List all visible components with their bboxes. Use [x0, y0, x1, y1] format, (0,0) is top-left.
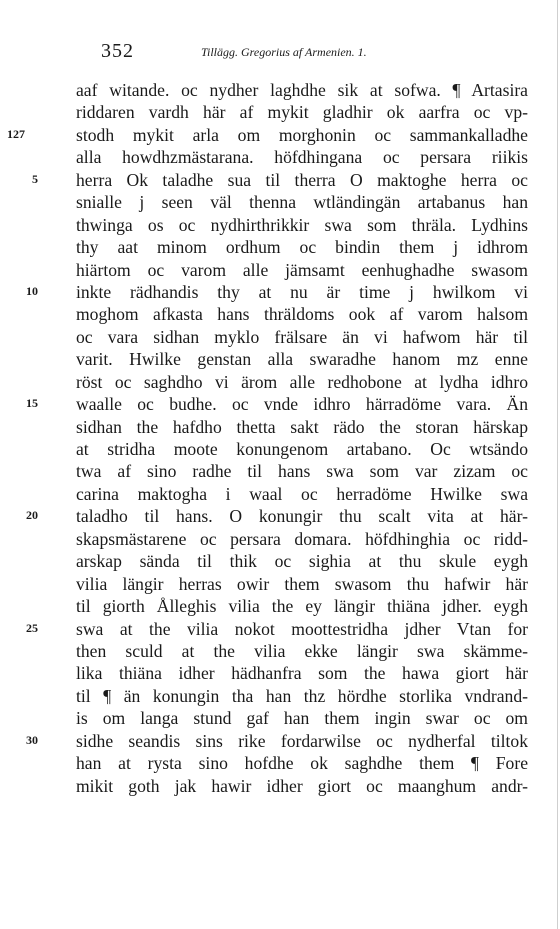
line-number: 30	[26, 732, 38, 747]
running-head-title: Tillägg. Gregorius af Armenien. 1.	[201, 45, 367, 59]
text-line	[0, 730, 560, 752]
line-text: snialle j seen väl thenna wtländingän artabanus han	[76, 192, 528, 213]
text-line	[0, 191, 560, 213]
text-line	[0, 528, 560, 550]
line-text: thwinga os oc nydhirthrikkir swa som thräla. Lydhins	[76, 214, 528, 235]
text-line	[0, 640, 560, 662]
line-text: stodh mykit arla om morghonin oc sammankalladhe	[76, 124, 528, 145]
text-line	[0, 573, 560, 595]
text-line	[0, 281, 560, 303]
line-number: 25	[26, 620, 38, 635]
line-text: inkte rädhandis thy at nu är time j hwilkom vi	[76, 281, 528, 302]
text-line	[0, 259, 560, 281]
text-line	[0, 707, 560, 729]
line-text: thy aat minom ordhum oc bindin them j idhrom	[76, 237, 528, 258]
line-text: is om langa stund gaf han them ingin swar oc om	[76, 708, 528, 729]
line-text: arskap sända til thik oc sighia at thu skule eygh	[76, 551, 528, 572]
line-text: lika thiäna idher hädhanfra som the hawa giort här	[76, 663, 528, 684]
line-text: varit. Hwilke genstan alla swaradhe hanom mz enne	[76, 349, 528, 370]
line-text: at stridha moote konungenom artabano. Oc wtsändo	[76, 439, 528, 459]
text-line	[0, 169, 560, 191]
line-text: oc vara sidhan myklo frälsare än vi hafwom här til	[76, 326, 528, 347]
line-number: 5	[32, 171, 38, 186]
line-text: til giorth Ålleghis vilia the ey längir thiäna jdher. eygh	[76, 596, 528, 617]
line-text: moghom afkasta hans thräldoms ook af varom halsom	[76, 304, 528, 325]
text-line	[0, 326, 560, 348]
text-line	[0, 618, 560, 640]
text-line	[0, 146, 560, 168]
line-text: alla howdhzmästarana. höfdhingana oc persara riikis	[76, 147, 528, 168]
line-text: mikit goth jak hawir idher giort oc maanghum andr-	[76, 775, 528, 796]
line-text: sidhan the hafdho thetta sakt rädo the storan härskap	[76, 416, 528, 437]
running-head	[0, 40, 560, 64]
line-text: aaf witande. oc nydher laghdhe sik at sofwa. ¶ Artasira	[76, 80, 528, 100]
text-line	[0, 79, 560, 101]
line-number: 10	[26, 283, 38, 298]
text-line	[0, 236, 560, 258]
line-text: then sculd at the vilia ekke längir swa skämme-	[76, 640, 528, 661]
text-line	[0, 483, 560, 505]
text-line	[0, 214, 560, 236]
line-text: til ¶ än konungin tha han thz hördhe storlika vndrand-	[76, 685, 528, 706]
text-line	[0, 460, 560, 482]
line-text: taladho til hans. O konungir thu scalt vita at här-	[76, 506, 528, 527]
line-text: swa at the vilia nokot moottestridha jdher Vtan for	[76, 618, 528, 639]
text-line	[0, 752, 560, 774]
line-text: han at rysta sino hofdhe ok saghdhe them ¶ Fore	[76, 753, 528, 774]
page-number: 352	[101, 40, 134, 62]
text-line	[0, 595, 560, 617]
line-text: sidhe seandis sins rike fordarwilse oc nydherfal tiltok	[76, 730, 528, 751]
line-text: twa af sino radhe til hans swa som var zizam oc	[76, 461, 528, 482]
line-number: 20	[26, 508, 38, 523]
text-line	[0, 416, 560, 438]
text-line	[0, 348, 560, 370]
line-text: riddaren vardh här af mykit gladhir ok aarfra oc vp-	[76, 102, 528, 123]
text-line	[0, 775, 560, 797]
text-line	[0, 438, 560, 460]
line-text: röst oc saghdho vi ärom alle redhobone at lydha idhro	[76, 371, 528, 392]
text-line	[0, 124, 560, 146]
text-block	[0, 79, 560, 797]
text-line	[0, 685, 560, 707]
text-line	[0, 371, 560, 393]
text-line	[0, 662, 560, 684]
text-line	[0, 101, 560, 123]
line-text: herra Ok taladhe sua til therra O maktoghe herra oc	[76, 169, 528, 190]
text-line	[0, 550, 560, 572]
line-text: vilia längir herras owir them swasom thu hafwir här	[76, 573, 528, 594]
line-number: 15	[26, 396, 38, 411]
text-line	[0, 303, 560, 325]
line-text: waalle oc budhe. oc vnde idhro härradöme vara. Än	[76, 394, 528, 415]
line-text: hiärtom oc varom alle jämsamt eenhughadhe swasom	[76, 259, 528, 280]
margin-reference-number: 127	[7, 126, 25, 141]
text-line	[0, 393, 560, 415]
text-line	[0, 505, 560, 527]
line-text: skapsmästarene oc persara domara. höfdhinghia oc ridd-	[76, 528, 528, 549]
line-text: carina maktogha i waal oc herradöme Hwilke swa	[76, 483, 528, 504]
